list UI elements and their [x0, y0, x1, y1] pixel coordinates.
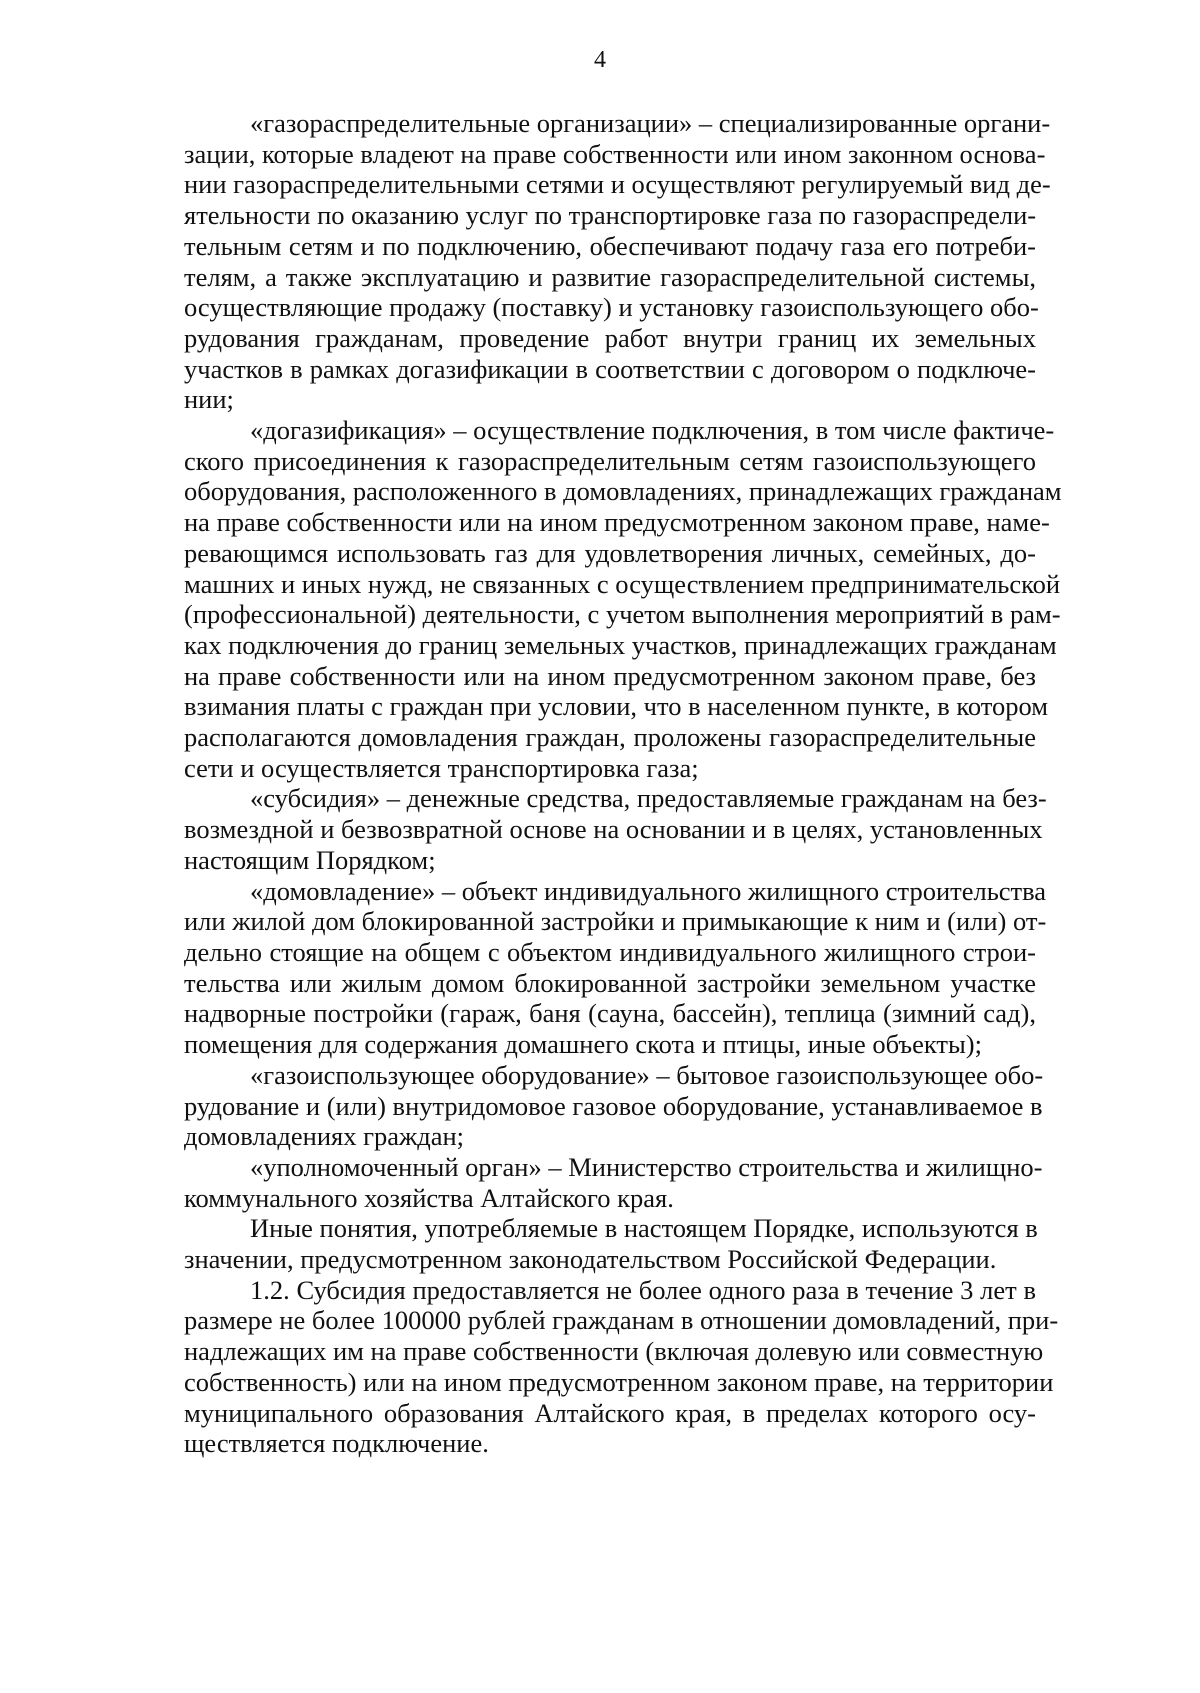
paragraph-line: помещения для содержания домашнего скота и птицы, иные объекты);: [184, 1029, 982, 1060]
paragraph-line: нии;: [184, 384, 234, 415]
paragraph-line: Иные понятия, употребляемые в настоящем Порядке, используются в: [250, 1213, 1038, 1244]
paragraph-line: ского присоединения к газораспределительным сетям газоиспользующего: [184, 445, 1036, 476]
paragraph-line: или жилой дом блокированной застройки и примыкающие к ним и (или) от-: [184, 906, 1047, 937]
paragraph-line: рудования гражданам, проведение работ внутри границ их земельных: [184, 322, 1036, 353]
paragraph-line: значении, предусмотренном законодательством Российской Федерации.: [184, 1244, 997, 1275]
paragraph-line: рудование и (или) внутридомовое газовое оборудование, устанавливаемое в: [184, 1090, 1043, 1121]
paragraph-line: настоящим Порядком;: [184, 844, 436, 875]
paragraph-line: сети и осуществляется транспортировка газа;: [184, 752, 699, 783]
paragraph-line: участков в рамках догазификации в соответствии с договором о подключе-: [184, 353, 1036, 384]
paragraph-line: собственность) или на ином предусмотренном законом праве, на территории: [184, 1366, 1054, 1397]
paragraph-line: зации, которые владеют на праве собственности или ином законном основа-: [184, 138, 1046, 169]
paragraph-line: тельства или жилым домом блокированной застройки земельном участке: [184, 967, 1036, 998]
paragraph-line: «субсидия» – денежные средства, предоставляемые гражданам на без-: [250, 783, 1047, 814]
paragraph-line: взимания платы с граждан при условии, что в населенном пункте, в котором: [184, 691, 1049, 722]
paragraph: [184, 1151, 1043, 1213]
paragraph-line: надворные постройки (гараж, баня (сауна, бассейн), теплица (зимний сад),: [184, 998, 1036, 1029]
paragraph-line: ревающимся использовать газ для удовлетворения личных, семейных, до-: [184, 537, 1036, 568]
paragraph: [184, 1213, 1036, 1274]
paragraph-line: на праве собственности или на ином предусмотренном законом праве, наме-: [184, 507, 1050, 538]
paragraph-line: дельно стоящие на общем с объектом индивидуального жилищного строи-: [184, 936, 1036, 967]
paragraph-line: ках подключения до границ земельных участков, принадлежащих гражданам: [184, 629, 1057, 660]
paragraph-line: «газораспределительные организации» – специализированные органи-: [250, 108, 1051, 138]
paragraph-line: «домовладение» – объект индивидуального жилищного строительства: [250, 875, 1047, 906]
paragraph: [184, 1274, 1059, 1459]
paragraph-line: располагаются домовладения граждан, проложены газораспределительные: [184, 722, 1036, 753]
paragraph-line: надлежащих им на праве собственности (включая долевую или совместную: [184, 1336, 1044, 1367]
paragraph-line: телям, а также эксплуатацию и развитие газораспределительной системы,: [184, 261, 1036, 292]
paragraph-line: машних и иных нужд, не связанных с осуществлением предпринимательской: [184, 568, 1061, 599]
paragraph-line: тельным сетям и по подключению, обеспечивают подачу газа его потреби-: [184, 230, 1036, 261]
paragraph: [184, 1059, 1044, 1152]
paragraph-line: возмездной и безвозвратной основе на основании и в целях, установленных: [184, 814, 1043, 845]
document-body: [184, 108, 1062, 1459]
paragraph-line: «газоиспользующее оборудование» – бытовое газоиспользующее обо-: [250, 1059, 1044, 1090]
paragraph-line: нии газораспределительными сетями и осуществляют регулируемый вид де-: [184, 169, 1051, 200]
paragraph-line: ществляется подключение.: [184, 1428, 489, 1459]
paragraph: [184, 108, 1051, 415]
paragraph: [184, 415, 1062, 783]
paragraph: [184, 783, 1047, 875]
paragraph-line: на праве собственности или на ином предусмотренном законом праве, без: [184, 660, 1036, 691]
paragraph-line: муниципального образования Алтайского края, в пределах которого осу-: [184, 1397, 1036, 1428]
paragraph-line: коммунального хозяйства Алтайского края.: [184, 1182, 674, 1213]
paragraph: [184, 875, 1047, 1060]
paragraph-line: (профессиональной) деятельности, с учетом выполнения мероприятий в рам-: [184, 599, 1061, 630]
paragraph-line: оборудования, расположенного в домовладениях, принадлежащих гражданам: [184, 476, 1062, 507]
paragraph-line: 1.2. Субсидия предоставляется не более одного раза в течение 3 лет в: [250, 1274, 1036, 1305]
paragraph-line: осуществляющие продажу (поставку) и установку газоиспользующего обо-: [184, 292, 1039, 323]
paragraph-line: «уполномоченный орган» – Министерство строительства и жилищно-: [250, 1151, 1043, 1182]
paragraph-line: размере не более 100000 рублей гражданам в отношении домовладений, при-: [184, 1305, 1059, 1336]
paragraph-line: ятельности по оказанию услуг по транспортировке газа по газораспредели-: [184, 200, 1037, 231]
paragraph-line: «догазификация» – осуществление подключения, в том числе фактиче-: [250, 415, 1055, 446]
paragraph-line: домовладениях граждан;: [184, 1121, 465, 1152]
page-number: 4: [594, 47, 606, 73]
